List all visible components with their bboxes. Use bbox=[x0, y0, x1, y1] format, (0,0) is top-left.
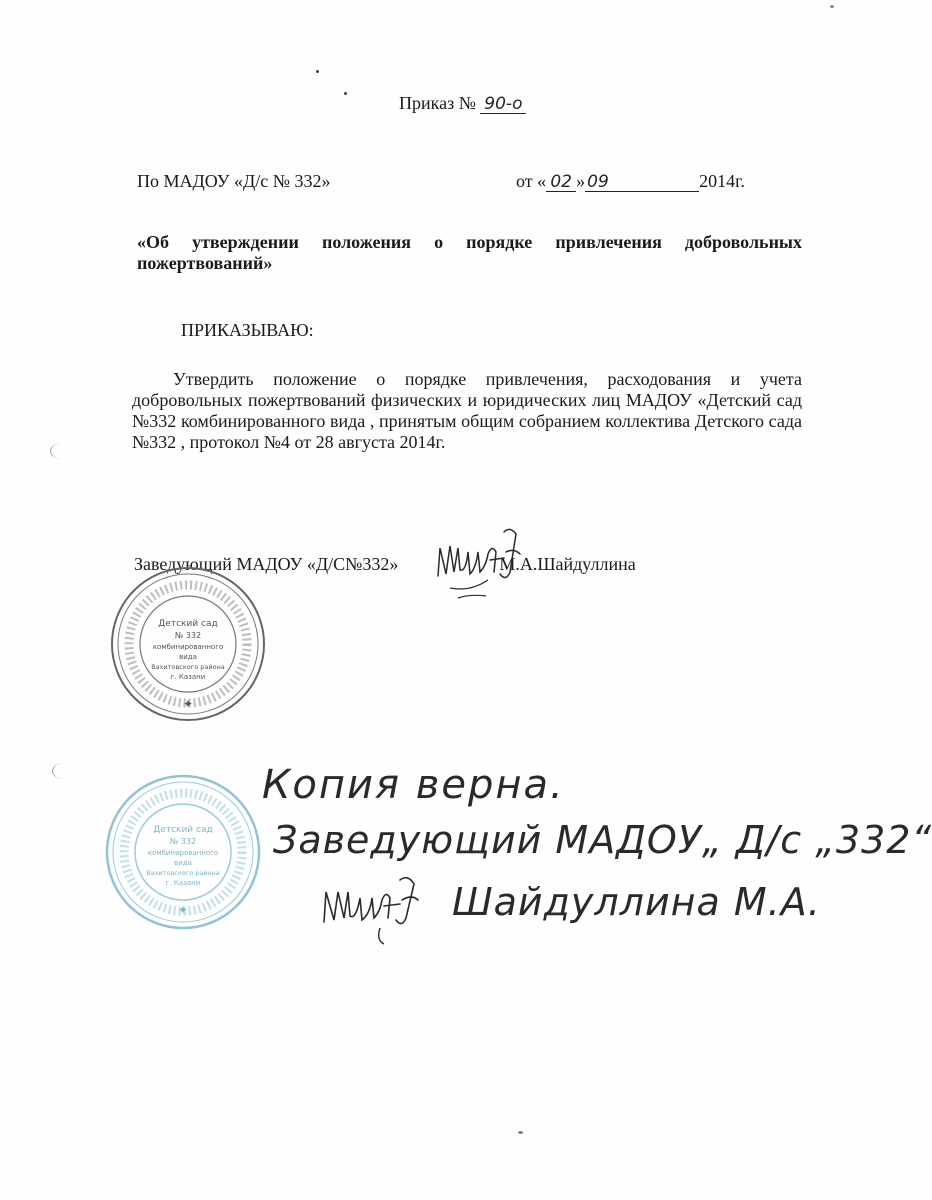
order-title bbox=[399, 92, 526, 114]
decree-heading: ПРИКАЗЫВАЮ: bbox=[181, 320, 314, 340]
svg-text:Вахитовского района: Вахитовского района bbox=[146, 869, 220, 877]
date-day: 02 bbox=[546, 173, 576, 192]
svg-text:№ 332: № 332 bbox=[169, 837, 197, 846]
copy-note-name: Шайдуллина М.А. bbox=[452, 880, 821, 924]
date-year: 2014г. bbox=[699, 171, 745, 191]
date-prefix: от « bbox=[516, 171, 547, 191]
svg-text:вида: вида bbox=[179, 653, 197, 661]
handwritten-signature-icon bbox=[318, 870, 438, 950]
scan-speck bbox=[344, 92, 347, 95]
svg-text:Детский сад: Детский сад bbox=[158, 619, 218, 629]
svg-text:комбинированного: комбинированного bbox=[147, 849, 219, 857]
svg-text:Вахитовского района: Вахитовского района bbox=[151, 663, 225, 671]
official-seal-blue-icon bbox=[103, 772, 263, 932]
order-number: 90-о bbox=[480, 95, 526, 114]
svg-text:№ 332: № 332 bbox=[174, 631, 202, 640]
date-line bbox=[516, 170, 745, 192]
date-mid: » bbox=[576, 171, 586, 191]
body-paragraph: Утвердить положение о порядке привлечения, расходования и учета добровольных пожертвований физических и юридических лиц МАДОУ «Детский сад №332 комбинированного вида , принятым общим собранием коллектива Детского сада №332 , протокол №4 от 28 августа 2014г. bbox=[132, 369, 802, 452]
copy-note-line2: Заведующий МАДОУ„ Д/с „332“ bbox=[273, 818, 932, 862]
svg-text:вида: вида bbox=[174, 859, 192, 867]
copy-note-line1: Копия верна. bbox=[262, 762, 565, 808]
svg-text:комбинированного: комбинированного bbox=[152, 643, 224, 651]
svg-text:Детский сад: Детский сад bbox=[153, 825, 213, 835]
scan-speck bbox=[518, 1131, 523, 1134]
svg-text:✦: ✦ bbox=[182, 697, 194, 711]
svg-text:г. Казани: г. Казани bbox=[170, 673, 206, 681]
official-seal-gray-icon bbox=[108, 564, 268, 724]
handwritten-signature-icon bbox=[430, 522, 530, 602]
order-prefix: Приказ № bbox=[399, 93, 476, 113]
punch-hole-mark bbox=[52, 763, 75, 779]
organization-line: По МАДОУ «Д/с № 332» bbox=[137, 171, 331, 191]
scan-speck bbox=[316, 70, 319, 73]
signature-position: Заведующий МАДОУ «Д/С№332» bbox=[134, 554, 399, 574]
svg-text:✦: ✦ bbox=[177, 903, 189, 917]
scan-speck bbox=[830, 5, 834, 8]
document-title: «Об утверждении положения о порядке привлечения добровольных пожертвований» bbox=[137, 232, 802, 273]
punch-hole-mark bbox=[50, 443, 73, 459]
signature-name: М.А.Шайдуллина bbox=[499, 554, 636, 574]
date-month: 09 bbox=[585, 173, 699, 192]
svg-text:г. Казани: г. Казани bbox=[165, 879, 201, 887]
